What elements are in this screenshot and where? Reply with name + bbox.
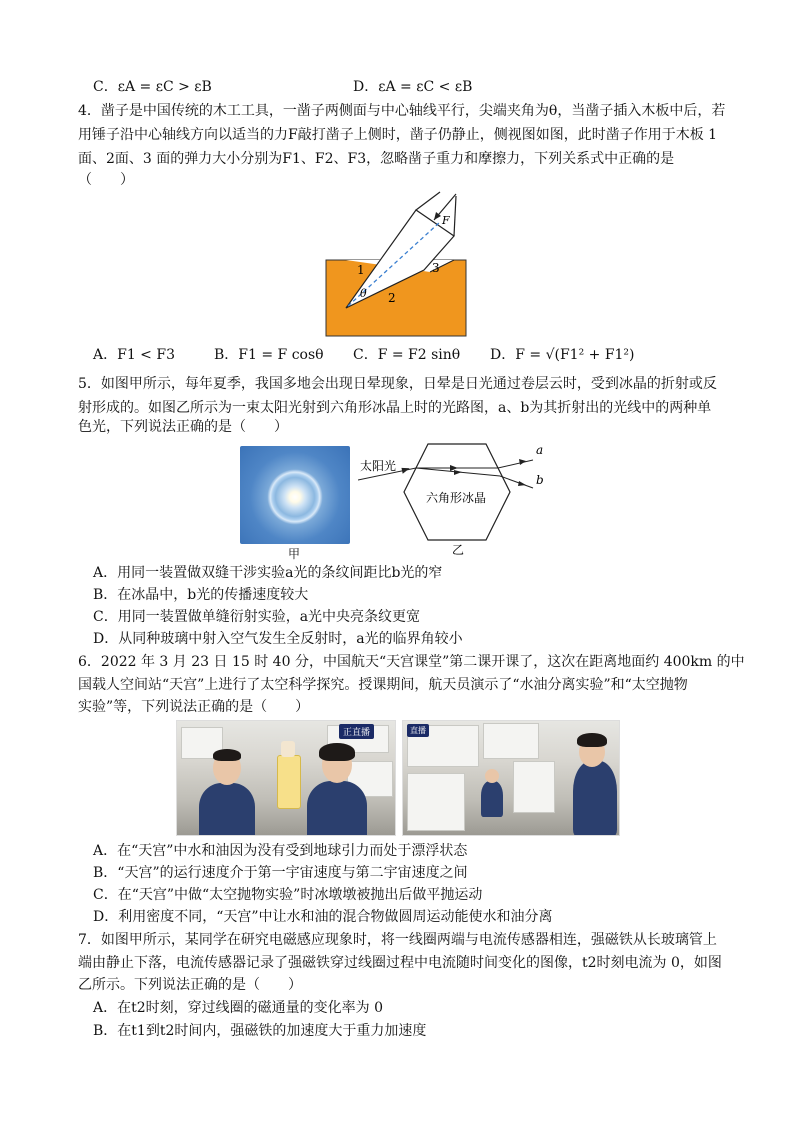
q6-stem-line-2: 国载人空间站“天宫”上进行了太空科学探究。授课期间，航天员演示了“水油分离实验”和“太空抛物 [78, 677, 688, 693]
crystal-label: 六角形冰晶 [426, 491, 487, 505]
sun-halo-photo [240, 446, 350, 544]
chisel-figure [322, 190, 472, 340]
live-badge-left: 正直播 [339, 724, 374, 739]
q5-option-c: C．用同一装置做单缝衍射实验，a光中央亮条纹更宽 [93, 609, 421, 625]
live-badge-right: 直播 [407, 724, 429, 737]
q6-option-d: D．利用密度不同，“天宫”中让水和油的混合物做圆周运动能使水和油分离 [93, 909, 553, 925]
q7-stem-line-1: 7．如图甲所示，某同学在研究电磁感应现象时，将一线圈两端与电流传感器相连，强磁铁从长玻璃管上 [78, 932, 717, 948]
q6-stem-line-3: 实验”等，下列说法正确的是（ ） [78, 699, 310, 715]
face-3-label: 3 [432, 261, 440, 275]
water-oil-experiment-photo [176, 720, 396, 836]
ray-b-label: b [536, 473, 544, 487]
force-label: F [442, 214, 450, 227]
q4-stem-line-2: 用锤子沿中心轴线方向以适当的力F敲打凿子上侧时，凿子仍静止，侧视图如图，此时凿子作用于木板 1 [78, 127, 718, 143]
q4-option-b: B．F1 = F cosθ [214, 347, 324, 363]
face-1-label: 1 [357, 263, 365, 277]
q7-stem-line-3: 乙所示。下列说法正确的是（ ） [78, 977, 302, 993]
q4-stem-line-1: 4．凿子是中国传统的木工工具，一凿子两侧面与中心轴线平行，尖端夹角为θ，当凿子插入木板中后，若 [78, 103, 726, 119]
q4-option-a: A．F1 < F3 [93, 347, 175, 363]
ray-a-label: a [536, 443, 544, 457]
face-2-label: 2 [388, 291, 396, 305]
q4-option-c: C．F = F2 sinθ [353, 347, 461, 363]
figure-yi-label: 乙 [452, 543, 465, 555]
q3-option-c: C．εA = εC > εB [93, 79, 212, 95]
q5-option-a: A．用同一装置做双缝干涉实验a光的条纹间距比b光的窄 [93, 565, 443, 581]
q7-stem-line-2: 端由静止下落，电流传感器记录了强磁铁穿过线圈过程中电流随时间变化的图像，t2时刻电流为 0，如图 [78, 955, 722, 971]
q4-stem-line-3: 面、2面、3 面的弹力大小分别为F1、F2、F3，忽略凿子重力和摩擦力，下列关系式中正确的是 [78, 151, 675, 167]
hexagon-crystal-figure [358, 440, 558, 555]
q7-option-a: A．在t2时刻，穿过线圈的磁通量的变化率为 0 [93, 1000, 383, 1016]
q5-stem-line-2: 射形成的。如图乙所示为一束太阳光射到六角形冰晶上时的光路图，a、b为其折射出的光线中的两种单 [78, 400, 712, 416]
sunlight-label: 太阳光 [360, 459, 397, 473]
q6-stem-line-1: 6．2022 年 3 月 23 日 15 时 40 分，中国航天“天宫课堂”第二课开课了，这次在距离地面约 400km 的中 [78, 654, 745, 670]
q4-answer-bracket: （ ） [78, 172, 134, 188]
figure-jia-label: 甲 [288, 547, 301, 561]
q5-option-d: D．从同种玻璃中射入空气发生全反射时，a光的临界角较小 [93, 631, 463, 647]
q4-option-d: D．F = √(F1² + F1²) [490, 347, 635, 363]
q7-option-b: B．在t1到t2时间内，强磁铁的加速度大于重力加速度 [93, 1023, 427, 1039]
q5-option-b: B．在冰晶中，b光的传播速度较大 [93, 587, 309, 603]
q6-option-a: A．在“天宫”中水和油因为没有受到地球引力而处于漂浮状态 [93, 843, 468, 859]
theta-label: θ [360, 287, 367, 300]
q6-option-c: C．在“天宫”中做“太空抛物实验”时冰墩墩被抛出后做平抛运动 [93, 887, 483, 903]
q3-option-d: D．εA = εC < εB [353, 79, 473, 95]
q6-option-b: B．“天宫”的运行速度介于第一宇宙速度与第二宇宙速度之间 [93, 865, 468, 881]
q5-stem-line-1: 5．如图甲所示，每年夏季，我国多地会出现日晕现象，日晕是日光通过卷层云时，受到冰晶的折射或反 [78, 376, 717, 392]
q5-stem-line-3: 色光，下列说法正确的是（ ） [78, 419, 288, 435]
space-throw-experiment-photo [402, 720, 620, 836]
